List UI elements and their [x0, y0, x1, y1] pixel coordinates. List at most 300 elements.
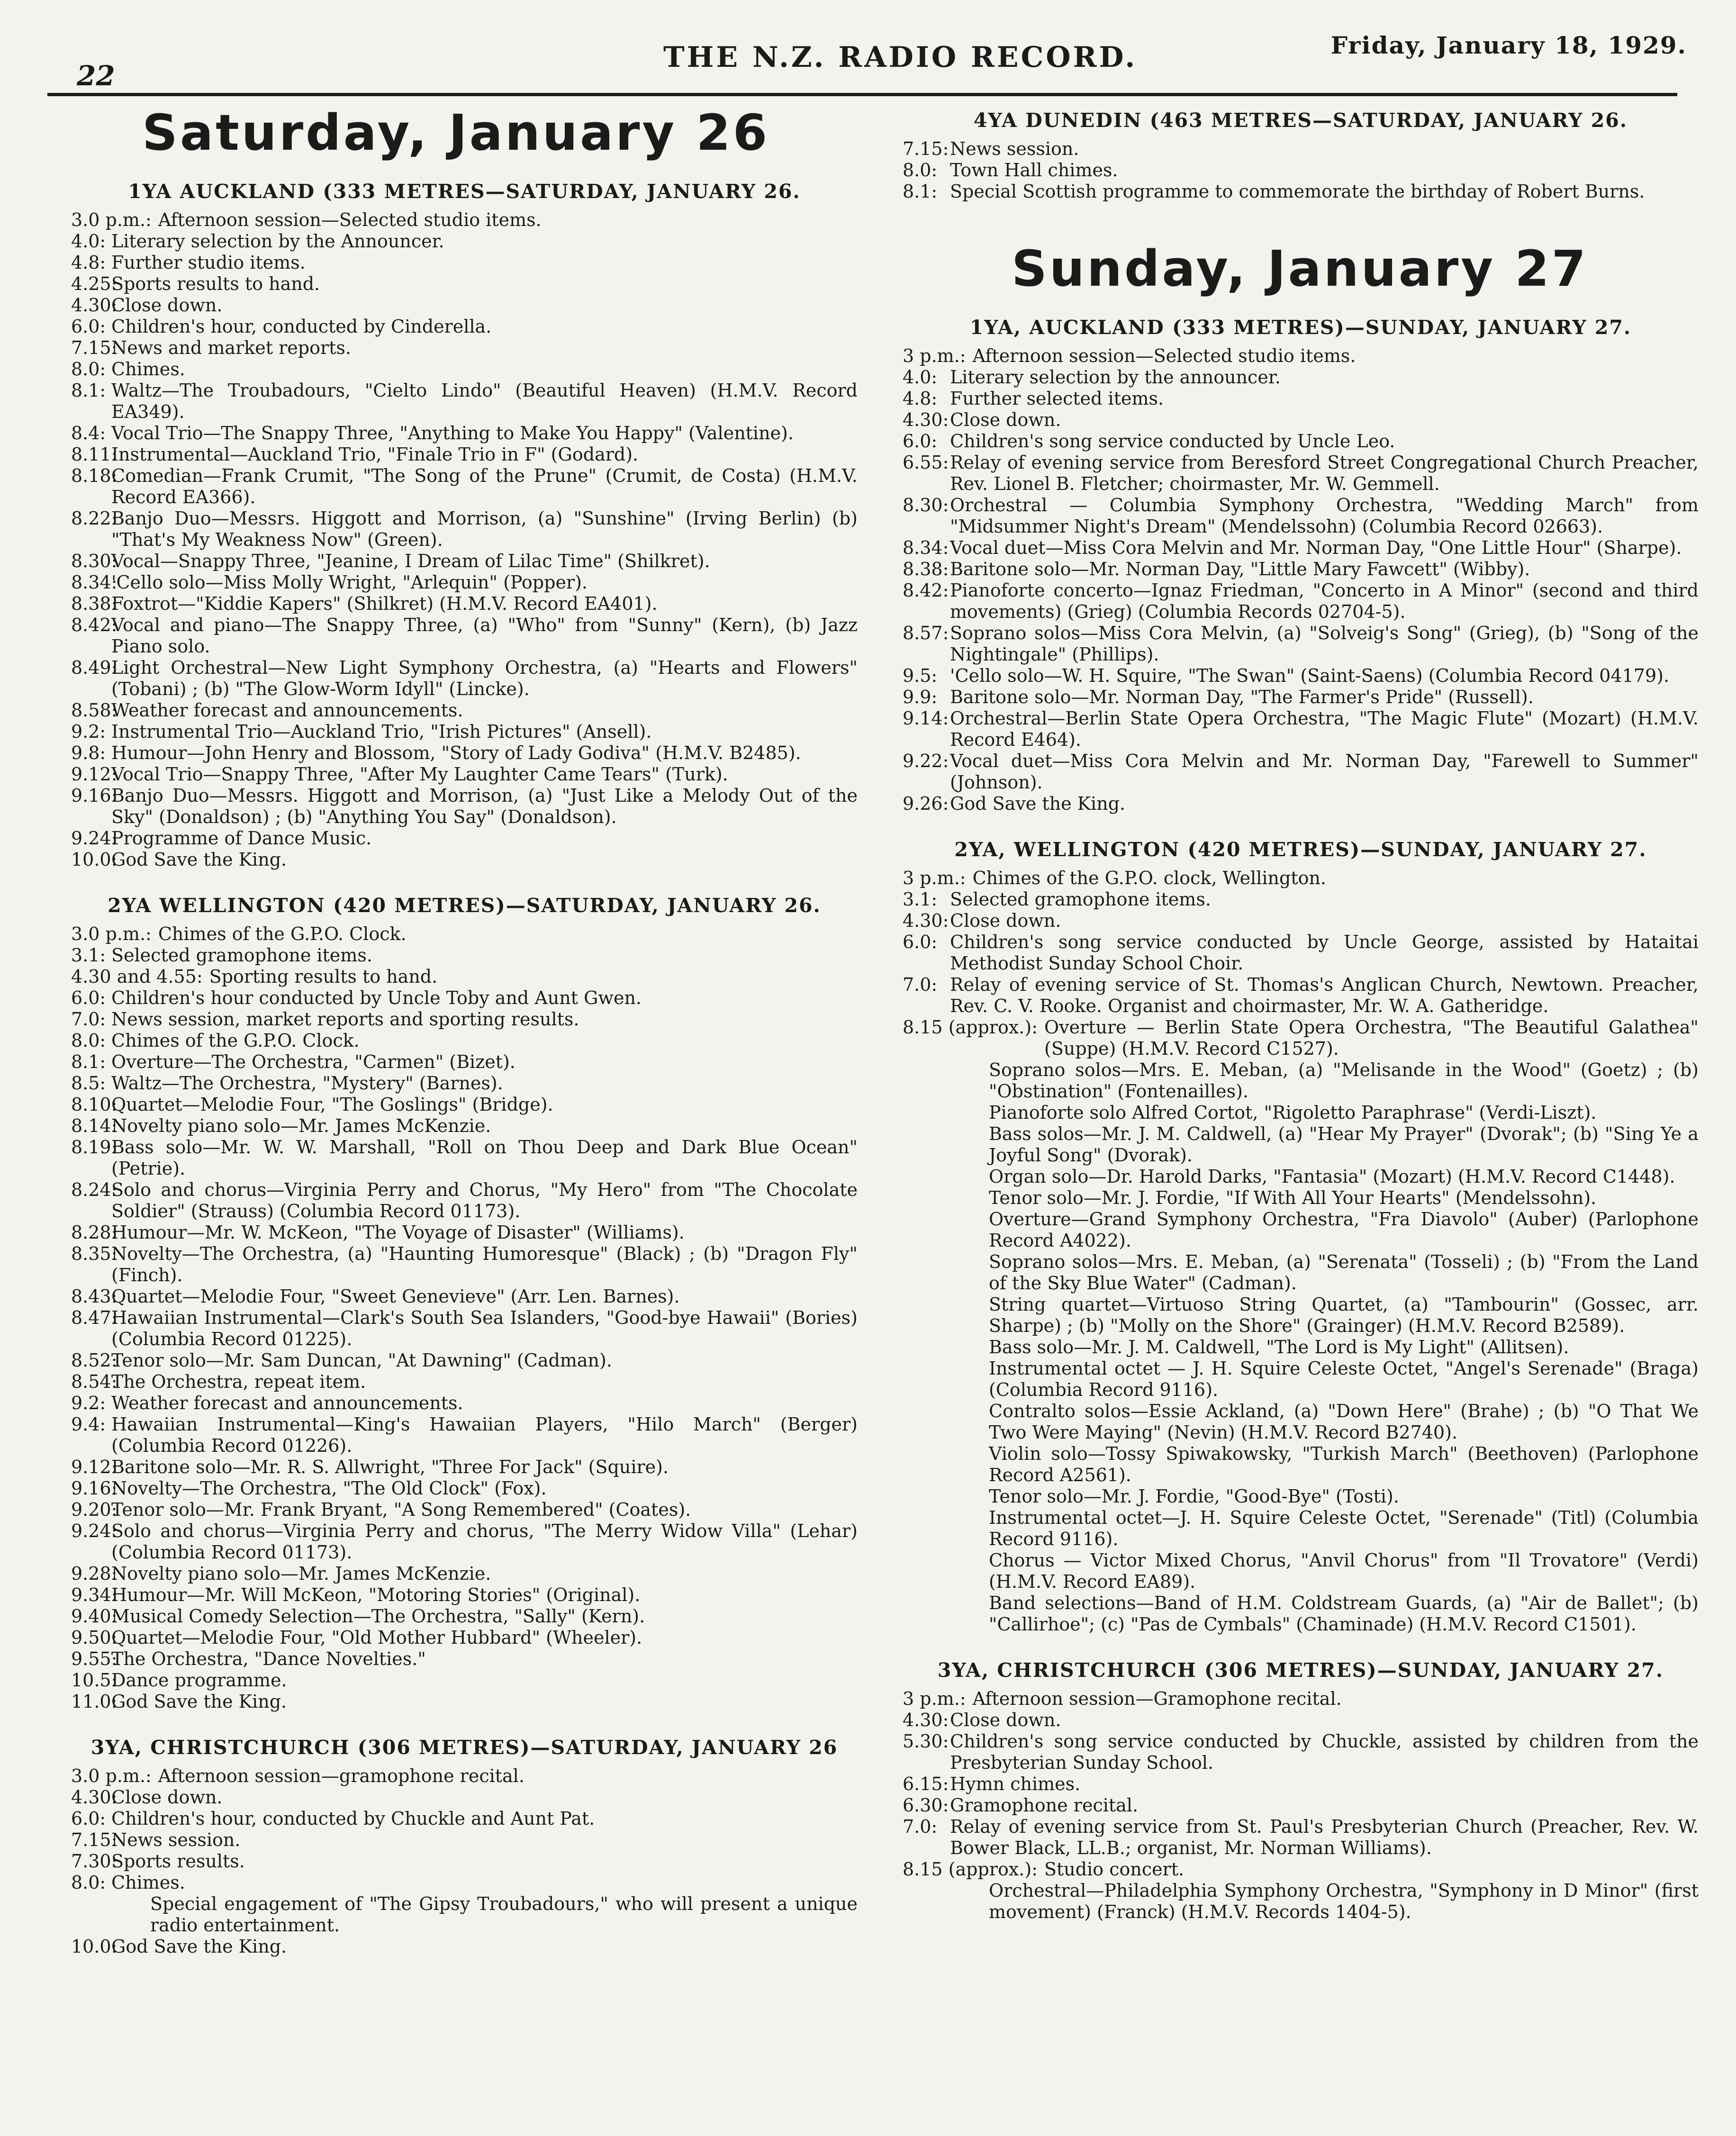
program-time: 9.12: [71, 1457, 118, 1477]
program-item [903, 1507, 1699, 1550]
station-heading: 2YA WELLINGTON (420 METRES)—SATURDAY, JANUARY 26. [108, 894, 821, 917]
program-text: The Orchestra, repeat item. [111, 1371, 366, 1392]
program-time [903, 1337, 950, 1358]
program-item [71, 1808, 858, 1829]
program-item [71, 1457, 858, 1478]
program-text: Further studio items. [111, 252, 306, 273]
right-column [903, 104, 1699, 1945]
program-time [903, 1358, 950, 1401]
program-time: 8.18: [71, 465, 118, 486]
program-text: Humour—John Henry and Blossom, "Story of Lady Godiva" (H.M.V. B2485). [111, 742, 801, 763]
program-text: Instrumental octet—J. H. Squire Celeste Octet, "Serenade" (Titl) (Columbia Record 9116). [989, 1507, 1699, 1549]
program-text: Further selected items. [950, 388, 1164, 409]
program-item [903, 623, 1699, 665]
program-item [71, 828, 858, 849]
program-time: 8.58: [71, 700, 118, 721]
program-time: 4.30: [903, 1710, 949, 1730]
program-text: Town Hall chimes. [950, 160, 1118, 181]
program-item [71, 508, 858, 551]
program-time: 4.0: [903, 367, 938, 388]
program-time: 6.0: [71, 316, 106, 337]
program-text: Children's song service conducted by Uncle Leo. [950, 431, 1395, 452]
program-item [903, 1294, 1699, 1337]
program-time: 6.0: [71, 1808, 106, 1829]
program-time: 8.35: [71, 1243, 118, 1264]
program-time: 9.24: [71, 1521, 118, 1541]
program-item [71, 273, 858, 295]
program-time: 8.19: [71, 1137, 118, 1158]
program-item [903, 1251, 1699, 1294]
program-time: 8.14: [71, 1115, 118, 1136]
program-text: Chimes of the G.P.O. clock, Wellington. [972, 868, 1327, 888]
program-item [71, 1872, 858, 1893]
program-item [903, 580, 1699, 623]
program-item [903, 559, 1699, 580]
program-time: 6.0: [903, 932, 938, 952]
program-time: 4.0: [71, 231, 106, 252]
program-text: Studio concert. [1044, 1859, 1184, 1880]
program-text: Children's hour, conducted by Chuckle and Aunt Pat. [111, 1808, 595, 1829]
station-section [71, 1734, 858, 1957]
program-time: 4.25: [71, 273, 118, 294]
program-item [71, 1414, 858, 1457]
program-time: 8.28: [71, 1222, 118, 1243]
program-list [903, 138, 1699, 202]
program-text: News session. [950, 138, 1079, 159]
program-text: Gramophone recital. [950, 1795, 1139, 1816]
program-time [903, 1123, 950, 1166]
program-item [71, 923, 858, 945]
program-item [903, 1337, 1699, 1358]
program-text: The Orchestra, "Dance Novelties." [111, 1648, 426, 1669]
program-time: 9.4: [71, 1414, 106, 1435]
program-item [71, 1307, 858, 1350]
program-item [903, 868, 1699, 889]
program-list [71, 1765, 858, 1957]
program-text: Chimes of the G.P.O. Clock. [158, 923, 407, 944]
program-time: 3.0 p.m.: [71, 209, 152, 230]
program-item [71, 721, 858, 742]
program-time: 3 p.m.: [903, 868, 966, 888]
sunday-stations [903, 314, 1699, 1923]
program-item [903, 1550, 1699, 1593]
program-text: Organ solo—Dr. Harold Darks, "Fantasia" (Mozart) (H.M.V. Record C1448). [989, 1166, 1675, 1187]
program-text: Relay of evening service of St. Thomas's Anglican Church, Newtown. Preacher, Rev. C. V. Rooke. Organist and choirmaster, Mr. W. A. Gatheridge. [950, 974, 1699, 1016]
program-item [71, 1030, 858, 1051]
program-time [903, 1443, 950, 1486]
program-item [903, 1816, 1699, 1859]
program-time: 9.12: [71, 764, 118, 785]
program-item [71, 1829, 858, 1851]
program-text: Banjo Duo—Messrs. Higgott and Morrison, (a) "Just Like a Melody Out of the Sky" (Donaldson) ; (b) "Anything You Say" (Donaldson). [111, 785, 858, 827]
program-time: 9.8: [71, 742, 106, 763]
program-text: Soprano solos—Mrs. E. Meban, (a) "Melisande in the Wood" (Goetz) ; (b) "Obstination" (Fontenailles). [989, 1059, 1699, 1102]
program-time: 8.30: [903, 495, 949, 516]
program-item [903, 160, 1699, 181]
program-item [903, 1859, 1699, 1880]
program-time: 7.0: [903, 974, 938, 995]
program-time: 9.55: [71, 1648, 118, 1669]
program-item [903, 793, 1699, 815]
program-text: Selected gramophone items. [950, 889, 1211, 910]
program-item [71, 1243, 858, 1286]
program-item [903, 138, 1699, 160]
program-item [71, 1350, 858, 1371]
station-section-4ya-dunedin [903, 107, 1699, 202]
program-time: 8.43: [71, 1286, 118, 1307]
program-text: Overture — Berlin State Opera Orchestra, "The Beautiful Galathea" (Suppe) (H.M.V. Record C1527). [1044, 1017, 1699, 1059]
program-time: 7.15: [71, 1829, 118, 1850]
program-time: 8.22: [71, 508, 118, 529]
program-time: 8.4: [71, 423, 106, 443]
program-text: Chimes. [111, 359, 185, 380]
program-item [903, 495, 1699, 537]
program-text: Orchestral — Columbia Symphony Orchestra, "Wedding March" from "Midsummer Night's Dream" (Mendelssohn) (Columbia Record 02663). [950, 495, 1699, 537]
program-time: 8.5: [71, 1073, 106, 1094]
program-item [71, 1222, 858, 1243]
program-text: Comedian—Frank Crumit, "The Song of the Prune" (Crumit, de Costa) (H.M.V. Record EA366). [111, 465, 858, 507]
program-item [71, 945, 858, 966]
program-time: 8.1: [71, 380, 106, 401]
program-text: 'Cello solo—W. H. Squire, "The Swan" (Saint-Saens) (Columbia Record 04179). [950, 665, 1670, 686]
program-item [71, 742, 858, 764]
program-time [903, 1251, 950, 1294]
program-text: Hawaiian Instrumental—Clark's South Sea Islanders, "Good-bye Hawaii" (Bories) (Columbia Record 01225). [111, 1307, 858, 1349]
program-item [71, 316, 858, 337]
program-item [903, 910, 1699, 932]
program-text: Waltz—The Troubadours, "Cielto Lindo" (Beautiful Heaven) (H.M.V. Record EA349). [111, 380, 858, 422]
program-time: 8.15 (approx.): [903, 1017, 1038, 1038]
program-text: Close down. [111, 295, 223, 316]
program-text: Sporting results to hand. [209, 966, 438, 987]
program-text: Baritone solo—Mr. Norman Day, "The Farmer's Pride" (Russell). [950, 687, 1534, 707]
station-heading: 1YA AUCKLAND (333 METRES—SATURDAY, JANUARY 26. [128, 180, 801, 203]
program-item [903, 665, 1699, 687]
program-text: Pianoforte solo Alfred Cortot, "Rigoletto Paraphrase" (Verdi-Liszt). [989, 1102, 1597, 1123]
program-text: Instrumental—Auckland Trio, "Finale Trio in F" (Godard). [111, 444, 639, 465]
program-time: 3 p.m.: [903, 345, 966, 366]
program-time: 4.30: [903, 910, 949, 931]
program-time [903, 1209, 950, 1251]
program-item [71, 1073, 858, 1094]
program-text: Quartet—Melodie Four, "The Goslings" (Bridge). [111, 1094, 553, 1115]
program-list [71, 209, 858, 870]
program-item [71, 1009, 858, 1030]
program-item [903, 345, 1699, 367]
left-column [71, 104, 858, 1979]
program-time: 10.5: [71, 1670, 118, 1691]
program-item [71, 1563, 858, 1584]
saturday-stations [71, 178, 858, 1957]
program-item [71, 380, 858, 423]
program-text: String quartet—Virtuoso String Quartet, (a) "Tambourin" (Gossec, arr. Sharpe) ; (b) "Molly on the Shore" (Grainger) (H.M.V. Record B2589). [989, 1294, 1699, 1336]
program-text: Children's hour, conducted by Cinderella. [111, 316, 492, 337]
program-item [71, 1584, 858, 1606]
program-time: 9.28: [71, 1563, 118, 1584]
station-section [903, 836, 1699, 1635]
program-item [903, 1358, 1699, 1401]
program-text: Programme of Dance Music. [111, 828, 372, 849]
program-text: Violin solo—Tossy Spiwakowsky, "Turkish March" (Beethoven) (Parlophone Record A2561). [989, 1443, 1699, 1485]
program-time: 4.30: [903, 409, 949, 430]
program-item [71, 572, 858, 593]
program-text: God Save the King. [111, 849, 287, 870]
program-item [903, 1017, 1699, 1059]
program-item [903, 974, 1699, 1017]
program-time: 7.15: [71, 337, 118, 358]
program-time: 9.14: [903, 708, 949, 729]
program-time: 9.5: [903, 665, 938, 686]
program-item [71, 252, 858, 273]
program-item [903, 367, 1699, 388]
program-time: 8.0: [903, 160, 938, 181]
program-time: 8.0: [71, 359, 106, 380]
program-text: Humour—Mr. Will McKeon, "Motoring Stories" (Original). [111, 1584, 641, 1605]
program-item [71, 1499, 858, 1521]
program-time: 9.34: [71, 1584, 118, 1605]
program-time: 9.22: [903, 751, 949, 771]
program-text: Waltz—The Orchestra, "Mystery" (Barnes). [111, 1073, 503, 1094]
program-time: 4.30 and 4.55: [71, 966, 203, 987]
program-time: 8.38: [903, 559, 949, 579]
program-time: 10.0: [71, 849, 118, 870]
program-time: 8.34: [903, 537, 949, 558]
program-item [903, 1688, 1699, 1710]
program-item [903, 708, 1699, 751]
program-item [903, 1123, 1699, 1166]
program-item [71, 1371, 858, 1393]
program-time: 8.47: [71, 1307, 118, 1328]
program-item [71, 295, 858, 316]
program-time: 8.54: [71, 1371, 118, 1392]
program-text: Vocal Trio—Snappy Three, "After My Laughter Came Tears" (Turk). [111, 764, 728, 785]
program-text: Afternoon session—Gramophone recital. [972, 1688, 1342, 1709]
program-item [903, 537, 1699, 559]
program-text: Sports results to hand. [111, 273, 320, 294]
program-text: Special engagement of "The Gipsy Troubadours," who will present a unique radio entertainment. [150, 1893, 858, 1936]
program-text: Baritone solo—Mr. R. S. Allwright, "Three For Jack" (Squire). [111, 1457, 669, 1477]
program-item [903, 1102, 1699, 1123]
program-text: Overture—Grand Symphony Orchestra, "Fra Diavolo" (Auber) (Parlophone Record A4022). [989, 1209, 1699, 1251]
program-item [903, 751, 1699, 793]
station-section [903, 1657, 1699, 1923]
program-item [71, 849, 858, 870]
station-heading: 3YA, CHRISTCHURCH (306 METRES)—SATURDAY, JANUARY 26 [90, 1736, 838, 1759]
program-time: 9.16: [71, 785, 118, 806]
program-time [903, 1550, 950, 1593]
program-text: Weather forecast and announcements. [111, 1393, 463, 1413]
program-text: Quartet—Melodie Four, "Old Mother Hubbard" (Wheeler). [111, 1627, 642, 1648]
program-list [71, 923, 858, 1712]
program-text: Literary selection by the announcer. [950, 367, 1281, 388]
program-item [903, 1710, 1699, 1731]
program-time: 11.0: [71, 1691, 118, 1712]
program-item [903, 409, 1699, 431]
program-time: 8.0: [71, 1030, 106, 1051]
program-item [71, 1286, 858, 1307]
program-text: Vocal duet—Miss Cora Melvin and Mr. Norman Day, "One Little Hour" (Sharpe). [950, 537, 1682, 558]
program-time: 9.2: [71, 721, 106, 742]
program-item [903, 1059, 1699, 1102]
program-text: Orchestral—Philadelphia Symphony Orchestra, "Symphony in D Minor" (first movement) (Franck) (H.M.V. Records 1404-5). [989, 1880, 1699, 1922]
program-time [903, 1166, 950, 1187]
station-section [903, 314, 1699, 815]
header-rule [47, 93, 1677, 96]
program-item [71, 1393, 858, 1414]
program-text: Pianoforte concerto—Ignaz Friedman, "Concerto in A Minor" (second and third movements) (Grieg) (Columbia Records 02704-5). [950, 580, 1699, 622]
program-text: Children's song service conducted by Uncle George, assisted by Hataitai Methodist Sunday School Choir. [950, 932, 1699, 974]
program-item [903, 452, 1699, 495]
program-text: Afternoon session—gramophone recital. [158, 1765, 524, 1786]
program-text: Sports results. [111, 1851, 245, 1872]
program-text: Novelty piano solo—Mr. James McKenzie. [111, 1563, 491, 1584]
program-item [71, 987, 858, 1009]
program-text: Musical Comedy Selection—The Orchestra, "Sally" (Kern). [111, 1606, 645, 1627]
program-item [903, 889, 1699, 910]
program-item [71, 1627, 858, 1648]
program-item [71, 1606, 858, 1627]
station-section [71, 178, 858, 870]
program-time: 8.52: [71, 1350, 118, 1371]
program-item [71, 785, 858, 828]
program-text: Bass solos—Mr. J. M. Caldwell, (a) "Hear My Prayer" (Dvorak"; (b) "Sing Ye a Joyful Song" (Dvorak). [989, 1123, 1699, 1166]
sunday-heading: Sunday, January 27 [1012, 240, 1588, 298]
program-time: 10.0: [71, 1936, 118, 1957]
program-item [71, 444, 858, 465]
program-item [71, 1893, 858, 1936]
program-text: Soprano solos—Mrs. E. Meban, (a) "Serenata" (Tosseli) ; (b) "From the Land of the Sky Blue Water" (Cadman). [989, 1251, 1699, 1294]
program-time: 8.30: [71, 551, 118, 571]
program-time [903, 1486, 950, 1507]
program-text: Dance programme. [111, 1670, 287, 1691]
program-item [903, 687, 1699, 708]
program-time: 4.8: [903, 388, 938, 409]
program-item [71, 465, 858, 508]
program-item [71, 337, 858, 359]
program-text: Novelty piano solo—Mr. James McKenzie. [111, 1115, 491, 1136]
station-heading: 3YA, CHRISTCHURCH (306 METRES)—SUNDAY, JANUARY 27. [937, 1659, 1664, 1682]
program-item [71, 1094, 858, 1115]
program-item [71, 1521, 858, 1563]
program-time: 8.15 (approx.): [903, 1859, 1038, 1880]
program-text: Tenor solo—Mr. Frank Bryant, "A Song Remembered" (Coates). [111, 1499, 691, 1520]
program-time: 9.16: [71, 1478, 118, 1499]
program-text: Solo and chorus—Virginia Perry and chorus, "The Merry Widow Villa" (Lehar) (Columbia Record 01173). [111, 1521, 858, 1563]
program-time: 8.10: [71, 1094, 118, 1115]
program-time: 5.30: [903, 1731, 949, 1752]
program-time: 8.49: [71, 657, 118, 678]
program-text: 'Cello solo—Miss Molly Wright, "Arlequin" (Popper). [111, 572, 588, 593]
program-text: Vocal duet—Miss Cora Melvin and Mr. Norman Day, "Farewell to Summer" (Johnson). [950, 751, 1699, 793]
program-time: 3.1: [71, 945, 106, 966]
page-number: 22 [77, 60, 115, 92]
program-text: God Save the King. [111, 1936, 287, 1957]
program-item [903, 1166, 1699, 1187]
program-item [903, 1880, 1699, 1923]
program-item [903, 1593, 1699, 1635]
program-text: Children's song service conducted by Chuckle, assisted by children from the Presbyterian Sunday School. [950, 1731, 1699, 1773]
program-text: Literary selection by the Announcer. [111, 231, 444, 252]
program-item [71, 593, 858, 615]
program-item [71, 1137, 858, 1179]
program-time: 9.26: [903, 793, 949, 814]
station-heading: 4YA DUNEDIN (463 METRES—SATURDAY, JANUARY 26. [973, 109, 1628, 132]
program-item [903, 1443, 1699, 1486]
program-item [903, 932, 1699, 974]
program-text: Selected gramophone items. [111, 945, 372, 966]
program-time [903, 1059, 950, 1102]
program-time: 6.30: [903, 1795, 949, 1816]
program-text: Afternoon session—Selected studio items. [158, 209, 542, 230]
program-time: 3.0 p.m.: [71, 1765, 152, 1786]
program-item [71, 1670, 858, 1691]
program-text: Foxtrot—"Kiddie Kapers" (Shilkret) (H.M.V. Record EA401). [111, 593, 658, 614]
program-text: Hawaiian Instrumental—King's Hawaiian Players, "Hilo March" (Berger) (Columbia Record 01226). [111, 1414, 858, 1456]
program-time: 8.11: [71, 444, 118, 465]
program-time: 4.8: [71, 252, 106, 273]
program-item [71, 1478, 858, 1499]
program-text: Overture—The Orchestra, "Carmen" (Bizet). [111, 1051, 515, 1072]
program-text: God Save the King. [111, 1691, 287, 1712]
program-time: 3.1: [903, 889, 938, 910]
program-text: Instrumental octet — J. H. Squire Celeste Octet, "Angel's Serenade" (Braga) (Columbia Record 9116). [989, 1358, 1699, 1400]
program-text: Special Scottish programme to commemorate the birthday of Robert Burns. [950, 181, 1645, 202]
program-text: Humour—Mr. W. McKeon, "The Voyage of Disaster" (Williams). [111, 1222, 685, 1243]
program-text: Close down. [950, 1710, 1061, 1730]
program-text: Vocal—Snappy Three, "Jeanine, I Dream of Lilac Time" (Shilkret). [111, 551, 710, 571]
program-item [71, 551, 858, 572]
program-time: 9.20: [71, 1499, 118, 1520]
program-time: 9.2: [71, 1393, 106, 1413]
program-text: Quartet—Melodie Four, "Sweet Genevieve" (Arr. Len. Barnes). [111, 1286, 680, 1307]
program-time: 4.30: [71, 1787, 118, 1808]
program-time: 8.34: [71, 572, 118, 593]
program-time: 9.40: [71, 1606, 118, 1627]
program-time: 9.24: [71, 828, 118, 849]
program-list [903, 345, 1699, 815]
program-item [71, 615, 858, 657]
program-list [903, 1688, 1699, 1923]
program-time: 8.24: [71, 1179, 118, 1200]
program-text: Close down. [111, 1787, 223, 1808]
program-text: Instrumental Trio—Auckland Trio, "Irish Pictures" (Ansell). [111, 721, 652, 742]
program-time [903, 1294, 950, 1337]
program-item [71, 1691, 858, 1712]
program-time: 6.0: [71, 987, 106, 1008]
program-item [71, 209, 858, 231]
program-text: Orchestral—Berlin State Opera Orchestra, "The Magic Flute" (Mozart) (H.M.V. Record E464). [950, 708, 1699, 750]
program-item [71, 764, 858, 785]
program-text: Band selections—Band of H.M. Coldstream Guards, (a) "Air de Ballet"; (b) "Callirhoe"; (c) "Pas de Cymbals" (Chaminade) (H.M.V. Record C1501). [989, 1593, 1699, 1635]
publication-title: THE N.Z. RADIO RECORD. [663, 41, 1138, 74]
program-item [71, 231, 858, 252]
program-text: Bass solo—Mr. W. W. Marshall, "Roll on Thou Deep and Dark Blue Ocean" (Petrie). [111, 1137, 858, 1179]
program-text: Close down. [950, 910, 1061, 931]
program-text: Chorus — Victor Mixed Chorus, "Anvil Chorus" from "Il Trovatore" (Verdi) (H.M.V. Record EA89). [989, 1550, 1699, 1592]
program-time: 7.30: [71, 1851, 118, 1872]
saturday-heading: Saturday, January 26 [142, 104, 770, 162]
program-time: 8.57: [903, 623, 949, 643]
program-text: God Save the King. [950, 793, 1126, 814]
program-time [903, 1507, 950, 1550]
program-text: News session, market reports and sporting results. [111, 1009, 579, 1030]
program-item [71, 657, 858, 700]
program-time: 8.0: [71, 1872, 106, 1893]
program-text: Chimes of the G.P.O. Clock. [111, 1030, 360, 1051]
program-time [903, 1593, 950, 1635]
program-item [71, 1936, 858, 1957]
program-item [71, 1851, 858, 1872]
